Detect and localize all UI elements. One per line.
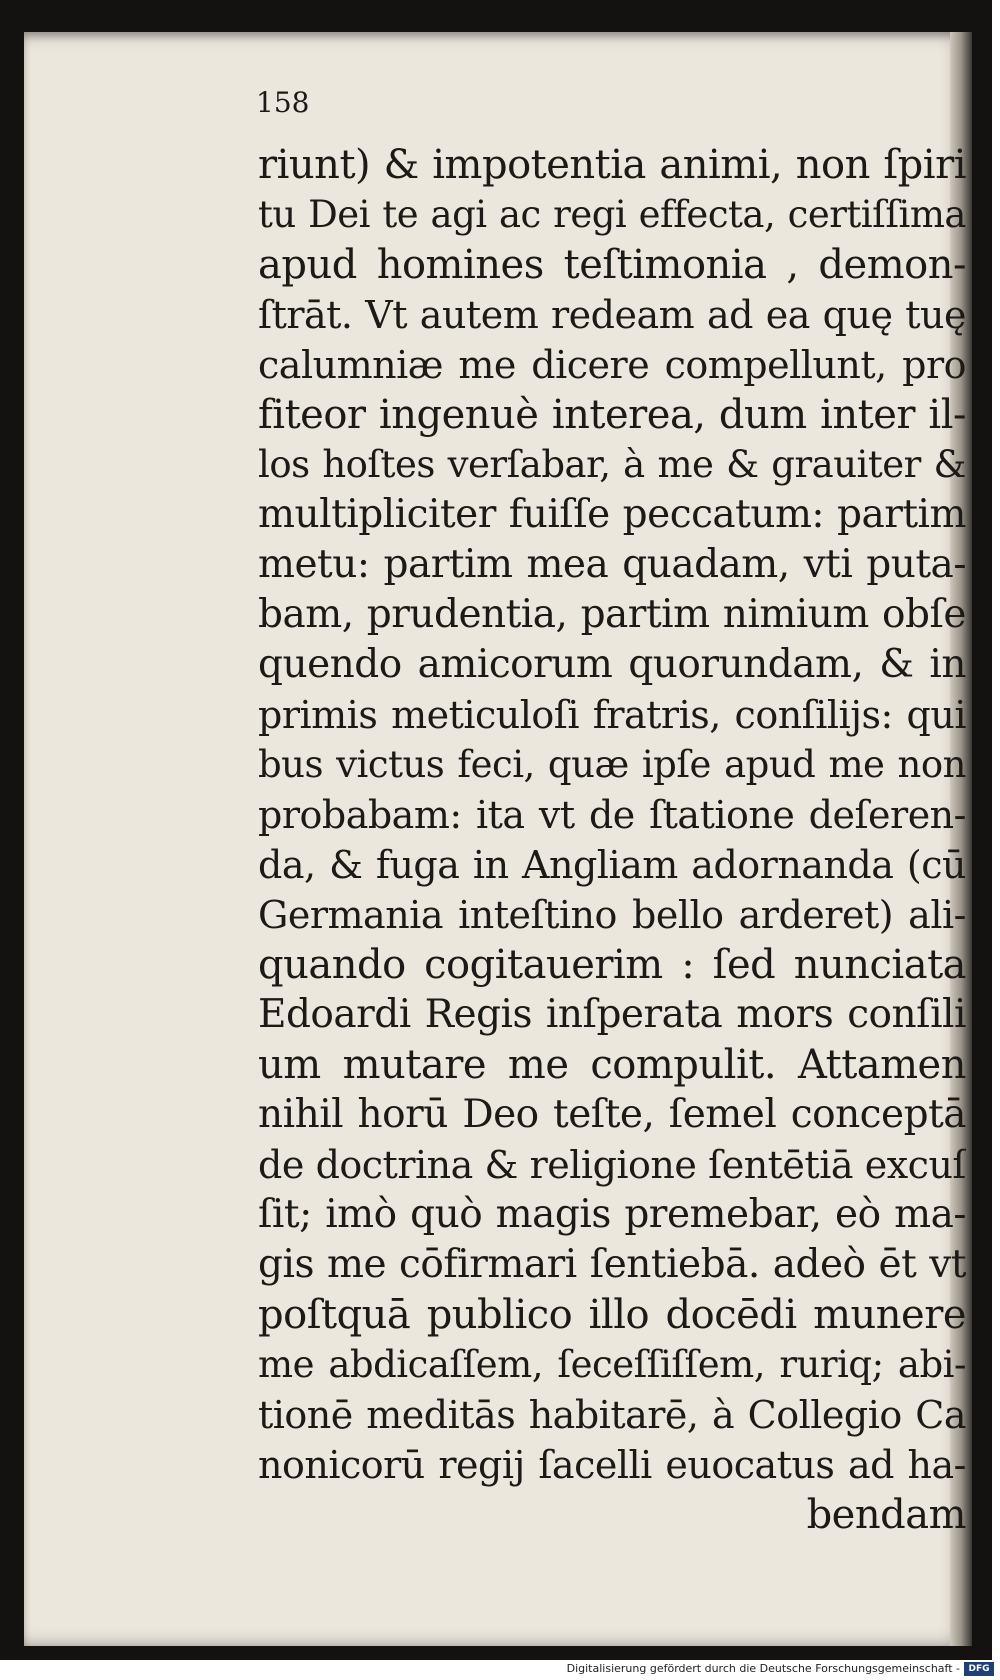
page-number: 158 — [256, 86, 310, 119]
text-line: calumniæ me dicere compellunt, pro — [258, 343, 966, 387]
text-line: apud homines teſtimonia , demon- — [258, 242, 966, 288]
text-block — [258, 140, 966, 1540]
text-line: riunt) & impotentia animi, non ſpiri — [258, 142, 966, 188]
dfg-logo: DFG — [964, 1662, 994, 1676]
text-line: quendo amicorum quorundam, & in — [258, 642, 966, 687]
text-line: nonicorū regij ſacelli euocatus ad ha- — [258, 1443, 966, 1487]
funding-credit: Digitalisierung gefördert durch die Deutsche Forschungsgemeinschaft - — [566, 1662, 960, 1675]
text-line: los hoſtes verſabar, à me & grauiter & — [258, 443, 966, 486]
text-line: bam, prudentia, partim nimium obſe — [258, 592, 966, 637]
text-line: primis meticuloſi fratris, conſilijs: qui — [258, 693, 966, 737]
text-line: nihil horū Deo teſte, ſemel conceptā — [258, 1092, 966, 1137]
catchword: bendam — [806, 1492, 966, 1538]
text-line: tu Dei te agi ac regi effecta, certiſſima — [258, 193, 966, 236]
text-line: tionē meditās habitarē, à Collegio Ca — [258, 1393, 966, 1437]
text-line: quando cogitauerim : ſed nunciata — [258, 942, 966, 988]
text-line: Edoardi Regis inſperata mors conſili — [258, 992, 966, 1037]
text-line: poſtquā publico illo docēdi munere — [258, 1292, 966, 1338]
text-line: de doctrina & religione ſentētiā excuſ — [258, 1143, 966, 1187]
text-line: gis me cōfirmari ſentiebā. adeò ēt vt — [258, 1242, 966, 1287]
text-line: Germania inteſtino bello arderet) ali- — [258, 893, 966, 937]
text-line: multipliciter fuiſſe peccatum: partim — [258, 492, 966, 537]
text-line: fiteor ingenuè interea, dum inter il- — [258, 392, 966, 438]
text-line: ſtrāt. Vt autem redeam ad ea quę tuę — [258, 293, 966, 337]
text-line: da, & fuga in Angliam adornanda (cū — [258, 843, 966, 887]
text-line: metu: partim mea quadam, vti puta- — [258, 542, 966, 587]
text-line: probabam: ita vt de ſtatione deſeren- — [258, 793, 966, 837]
text-line: um mutare me compulit. Attamen — [258, 1042, 966, 1088]
text-line: ſit; imò quò magis premebar, eò ma- — [258, 1192, 966, 1237]
text-line: me abdicaſſem, ſeceſſiſſem, ruriq; abi- — [258, 1343, 966, 1386]
text-line: bus victus feci, quæ ipſe apud me non — [258, 743, 966, 786]
